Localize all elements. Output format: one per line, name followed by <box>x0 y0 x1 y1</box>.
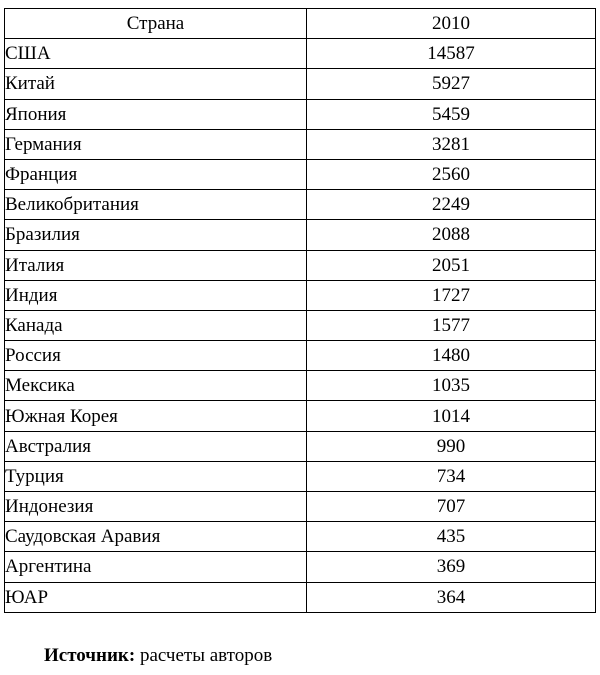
country-cell: Бразилия <box>5 220 307 250</box>
header-row <box>5 9 596 39</box>
country-cell: Франция <box>5 159 307 189</box>
country-cell: Германия <box>5 129 307 159</box>
table-row <box>5 431 596 461</box>
table-row <box>5 401 596 431</box>
table-row <box>5 220 596 250</box>
table-row <box>5 552 596 582</box>
table-row <box>5 129 596 159</box>
country-cell: Китай <box>5 69 307 99</box>
table-row <box>5 99 596 129</box>
source-text: расчеты авторов <box>139 645 273 666</box>
value-cell: 1577 <box>307 310 596 340</box>
value-cell: 734 <box>307 461 596 491</box>
country-cell: ЮАР <box>5 582 307 612</box>
value-cell: 1014 <box>307 401 596 431</box>
value-cell: 1727 <box>307 280 596 310</box>
value-cell: 3281 <box>307 129 596 159</box>
value-cell: 364 <box>307 582 596 612</box>
value-cell: 5927 <box>307 69 596 99</box>
value-cell: 2088 <box>307 220 596 250</box>
value-cell: 435 <box>307 522 596 552</box>
header-country: Страна <box>5 9 307 39</box>
value-cell: 1480 <box>307 341 596 371</box>
value-cell: 369 <box>307 552 596 582</box>
table-row <box>5 250 596 280</box>
table-row <box>5 582 596 612</box>
table-row <box>5 341 596 371</box>
source-note <box>44 646 272 665</box>
value-cell: 5459 <box>307 99 596 129</box>
country-cell: Индия <box>5 280 307 310</box>
country-cell: Южная Корея <box>5 401 307 431</box>
value-cell: 14587 <box>307 39 596 69</box>
table-row <box>5 461 596 491</box>
table-header <box>5 9 596 39</box>
country-cell: Аргентина <box>5 552 307 582</box>
country-cell: Канада <box>5 310 307 340</box>
table-row <box>5 492 596 522</box>
table-row <box>5 280 596 310</box>
source-label: Источник: <box>44 645 136 666</box>
table-row <box>5 522 596 552</box>
country-cell: Индонезия <box>5 492 307 522</box>
country-cell: Япония <box>5 99 307 129</box>
value-cell: 1035 <box>307 371 596 401</box>
value-cell: 2051 <box>307 250 596 280</box>
value-cell: 2249 <box>307 190 596 220</box>
table-row <box>5 190 596 220</box>
gdp-table <box>4 8 596 613</box>
table-row <box>5 159 596 189</box>
country-cell: Турция <box>5 461 307 491</box>
header-year: 2010 <box>307 9 596 39</box>
table-body <box>5 39 596 613</box>
country-cell: США <box>5 39 307 69</box>
table-row <box>5 310 596 340</box>
country-cell: Великобритания <box>5 190 307 220</box>
value-cell: 2560 <box>307 159 596 189</box>
value-cell: 990 <box>307 431 596 461</box>
table-row <box>5 69 596 99</box>
table-row <box>5 39 596 69</box>
country-cell: Австралия <box>5 431 307 461</box>
country-cell: Мексика <box>5 371 307 401</box>
table-row <box>5 371 596 401</box>
country-cell: Италия <box>5 250 307 280</box>
country-cell: Россия <box>5 341 307 371</box>
country-cell: Саудовская Аравия <box>5 522 307 552</box>
value-cell: 707 <box>307 492 596 522</box>
